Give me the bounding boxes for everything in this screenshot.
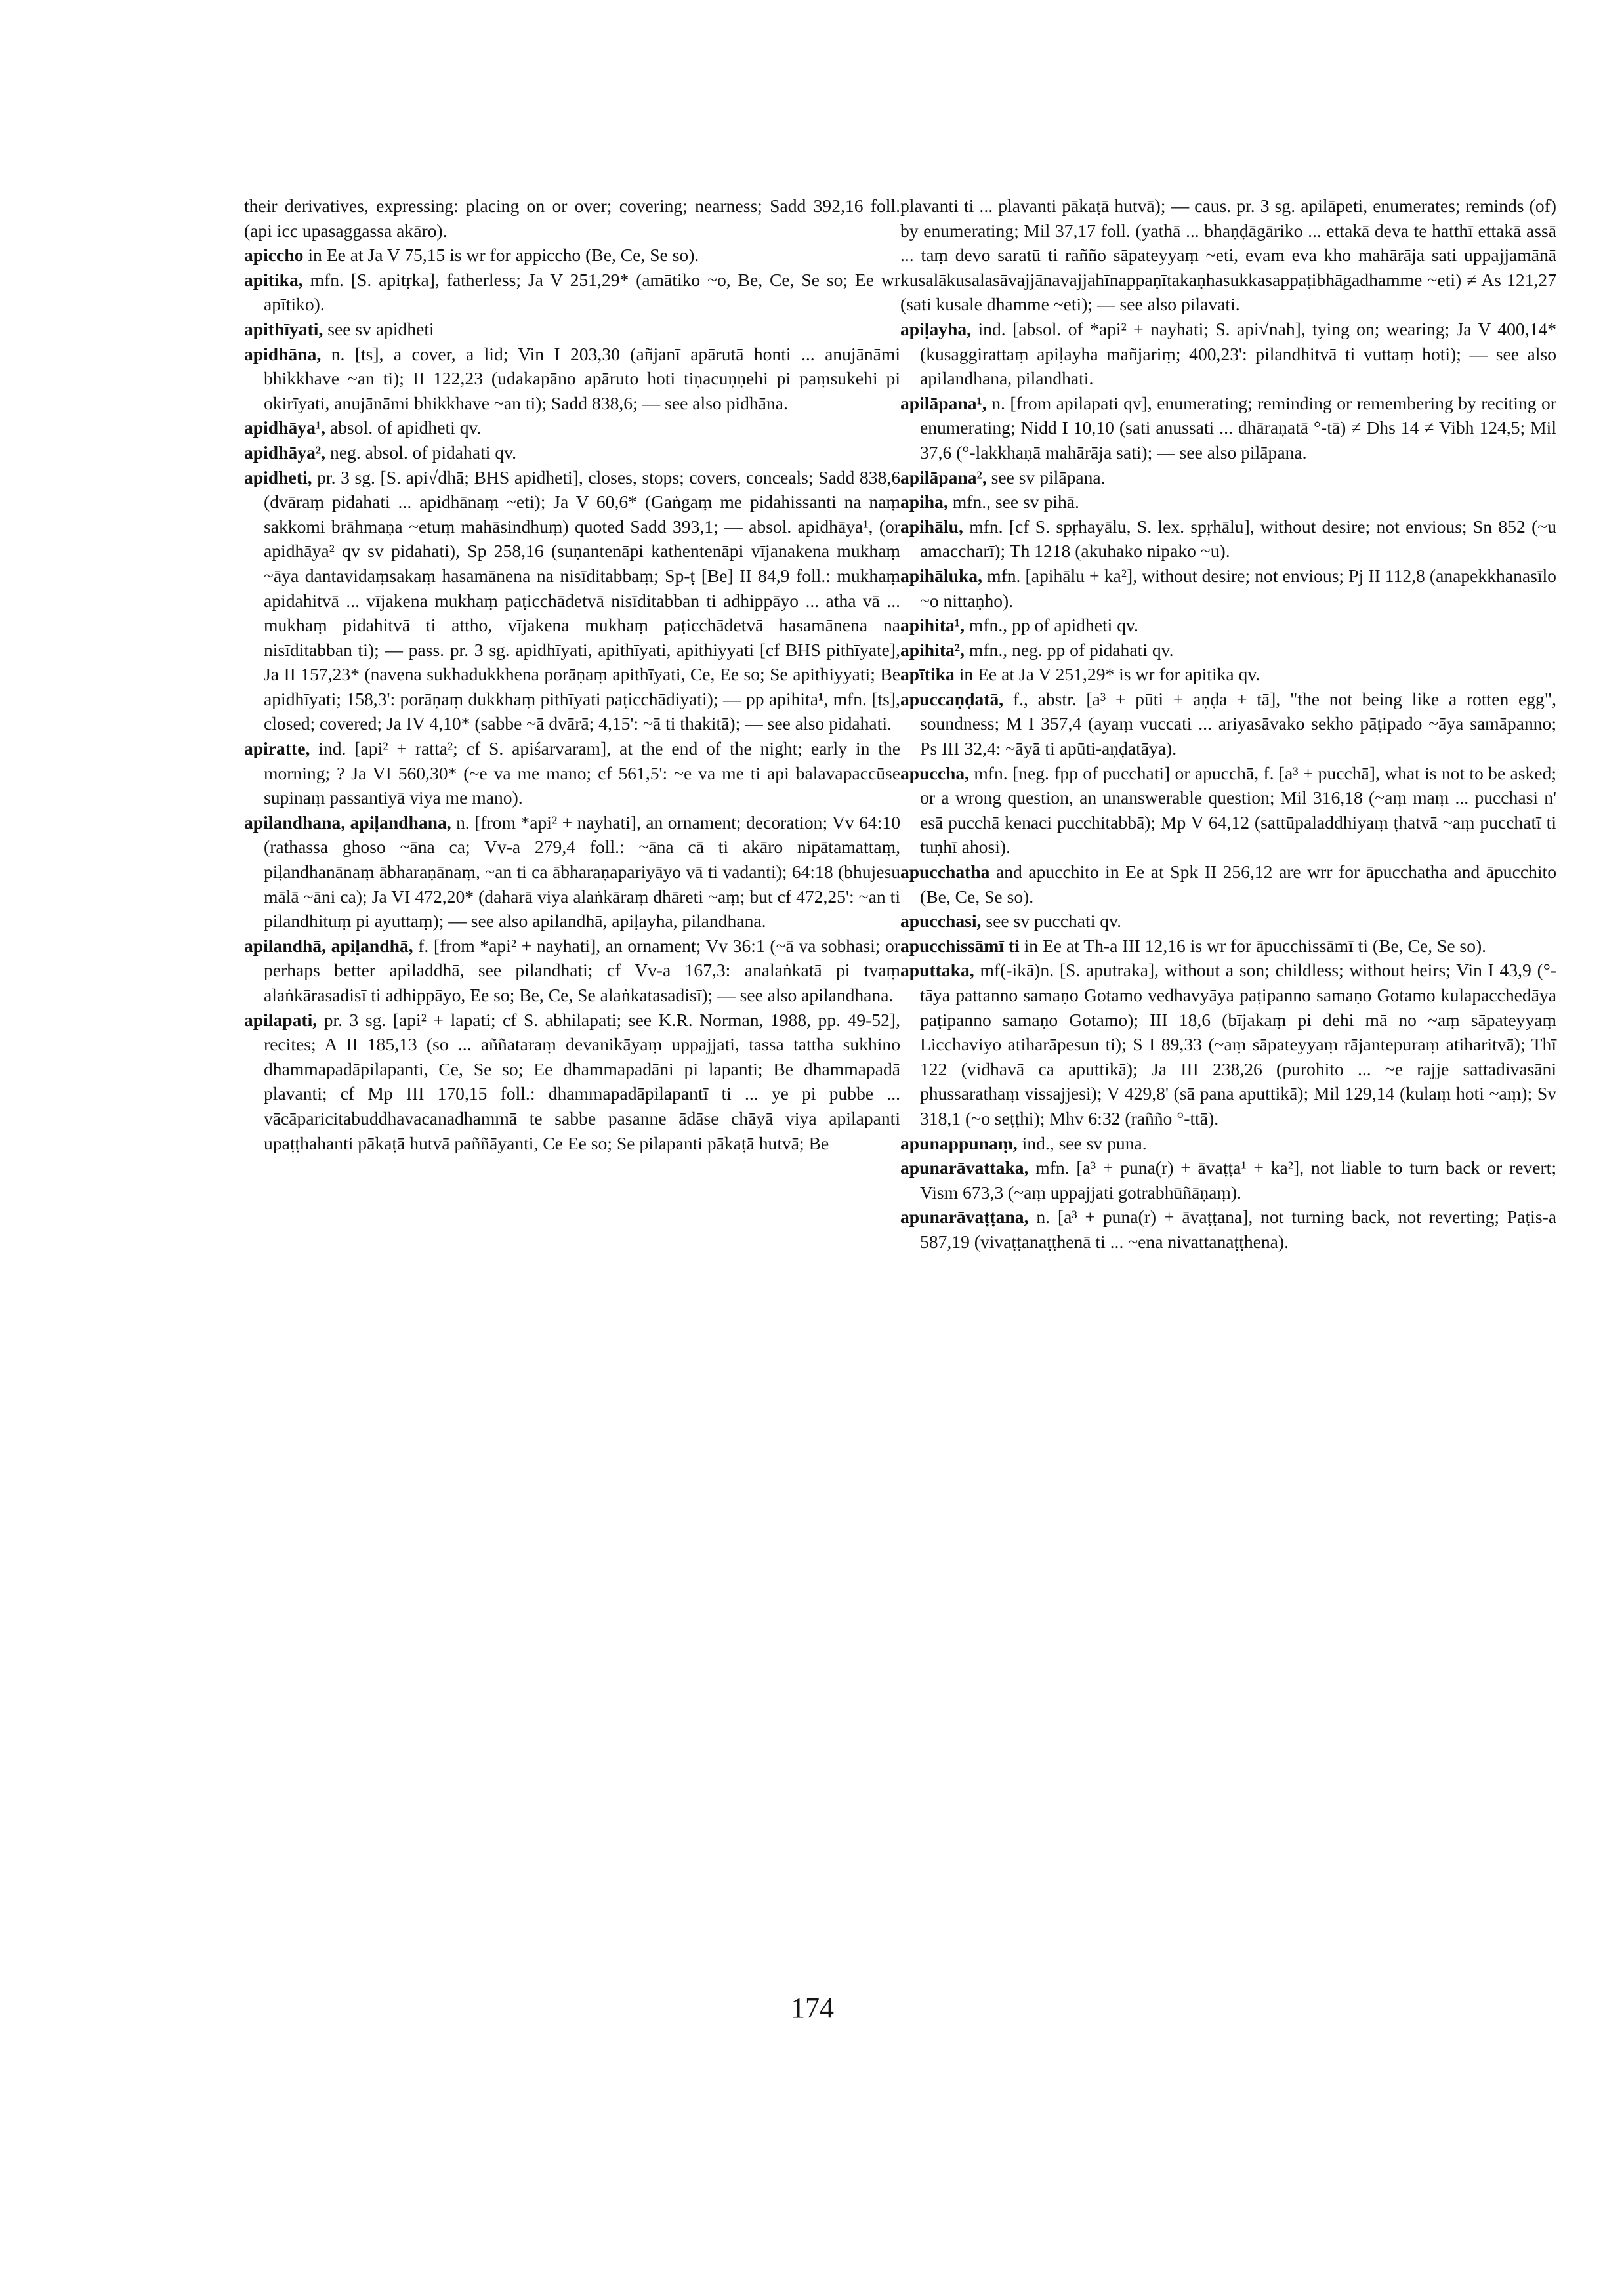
headword: apilāpana², — [900, 466, 987, 487]
dictionary-entry — [900, 761, 1556, 859]
headword: apidheti, — [244, 466, 312, 487]
headword: apihita², — [900, 639, 965, 660]
entry-text: plavanti ti ... plavanti pākaṭā hutvā); — caus. pr. 3 sg. apilāpeti, enumerates; reminds (of) by enumerating; Mil 37,17 foll. (yathā ... bhaṇḍāgāriko ... ettakā deva te hatthī ettakā assā ... taṃ devo saratū ti rañño sāpateyyaṃ ~eti, evam eva kho mahārāja sati uppajjamānā kusalākusalasāvajjānavajjahīnappaṇītakaṇhasukkasappaṭibhāgadhamme ~eti) ≠ As 121,27 (sati kusale dhamme ~eti); — see also pilavati. — [900, 196, 1556, 315]
entry-text: in Ee at Ja V 75,15 is wr for appiccho (Be, Ce, Se so). — [308, 245, 699, 266]
page-number: 174 — [791, 1992, 834, 2024]
dictionary-entry — [244, 342, 900, 416]
headword: apuccaṇḍatā, — [900, 688, 1004, 709]
dictionary-entry — [244, 194, 900, 243]
entry-text: ind. [absol. of *api² + nayhati; S. api√nah], tying on; wearing; Ja V 400,14* (kusaggirattaṃ apiḷayha mañjariṃ; 400,23': pilandhitvā ti vuttaṃ hoti); — see also apilandhana, pilandhati. — [920, 318, 1556, 389]
headword: apiha, — [900, 491, 948, 512]
entry-text: pr. 3 sg. [S. api√dhā; BHS apidheti], closes, stops; covers, conceals; Sadd 838,6 (dvāraṃ pidahati ... apidhānaṃ ~eti); Ja V 60,6* (Gaṅgaṃ me pidahissanti na naṃ sakkomi brāhmaṇa ~etuṃ mahāsindhuṃ) quoted Sadd 393,1; — absol. apidhāya¹, (or apidhāya² qv sv pidahati), Sp 258,16 (suṇantenāpi kathentenāpi vījanakena mukhaṃ ~āya dantavidaṃsakaṃ hasamānena na nisīditabbaṃ; Sp-ṭ [Be] II 84,9 foll.: mukhaṃ apidahitvā ... vījakena mukhaṃ paṭicchādetvā nisīditabban ti adhippāyo ... atha vā ... mukhaṃ pidahitvā ti attho, vījakena mukhaṃ paṭicchādetvā hasamānena na nisīditabban ti); — pass. pr. 3 sg. apidhīyati, apithīyati, apithiyyati [cf BHS pithīyate], Ja II 157,23* (navena sukhadukkhena porāṇaṃ apithīyati, Ce, Ee so; Se apithiyyati; Be apidhīyati; 158,3': porāṇaṃ dukkhaṃ pithīyati paṭicchādiyati); — pp apihita¹, mfn. [ts], closed; covered; Ja IV 4,10* (sabbe ~ā dvārā; 4,15': ~ā ti thakitā); — see also pidahati. — [264, 466, 900, 734]
entry-text: mfn. [S. apitṛka], fatherless; Ja V 251,29* (amātiko ~o, Be, Ce, Se so; Ee wr apītiko). — [264, 269, 901, 315]
headword: apiccho — [244, 245, 304, 266]
dictionary-entry — [900, 958, 1556, 1130]
headword: apilandhana, apiḷandhana, — [244, 812, 451, 833]
headword: apiḷayha, — [900, 318, 972, 339]
dictionary-entry — [900, 489, 1556, 514]
dictionary-entry — [244, 810, 900, 934]
headword: apilāpana¹, — [900, 392, 987, 413]
dictionary-entry — [900, 1205, 1556, 1254]
dictionary-entry — [244, 934, 900, 1008]
entry-text: neg. absol. of pidahati qv. — [329, 442, 517, 463]
headword: apuccha, — [900, 762, 970, 783]
headword: apucchasi, — [900, 911, 982, 932]
entry-text: n. [from apilapati qv], enumerating; reminding or remembering by reciting or enumerating; Nidd I 10,10 (sati anussati ... dhāraṇatā °-tā) ≠ Dhs 14 ≠ Vibh 124,5; Mil 37,6 (°-lakkhaṇā mahārāja sati); — see also pilāpana. — [920, 392, 1556, 463]
headword: aputtaka, — [900, 960, 974, 981]
left-column — [244, 194, 900, 1155]
dictionary-entry — [244, 440, 900, 465]
dictionary-entry — [900, 317, 1556, 391]
entry-text: mfn. [neg. fpp of pucchati] or apucchā, f. [a³ + pucchā], what is not to be asked; or a wrong question, an unanswerable question; Mil 316,18 (~aṃ maṃ ... pucchasi n' esā pucchā kenaci pucchitabbā); Mp V 64,12 (sattūpaladdhiyaṃ ṭhatvā ~aṃ pucchatī ti tuṇhī ahosi). — [920, 762, 1556, 858]
right-column — [900, 194, 1556, 1254]
dictionary-entry — [900, 391, 1556, 465]
entry-text: mfn., neg. pp of pidahati qv. — [968, 639, 1174, 660]
dictionary-entry — [244, 465, 900, 737]
dictionary-entry — [900, 613, 1556, 638]
headword: apidhāya¹, — [244, 417, 326, 438]
headword: apithīyati, — [244, 318, 323, 339]
entry-text: mfn., pp of apidheti qv. — [968, 615, 1138, 636]
dictionary-entry — [244, 415, 900, 440]
dictionary-entry — [900, 934, 1556, 959]
entry-text: f. [from *api² + nayhati], an ornament; Vv 36:1 (~ā va sobhasi; or perhaps better apiladdhā, see pilandhati; cf Vv-a 167,3: analaṅkatā pi tvaṃ alaṅkārasadisī ti adhippāyo, Ee so; Be, Ce, Se alaṅkatasadisī); — see also apilandhana. — [264, 935, 901, 1005]
headword: apihāluka, — [900, 565, 983, 586]
dictionary-entry — [244, 317, 900, 342]
dictionary-entry — [900, 1131, 1556, 1156]
headword: apunarāvaṭṭana, — [900, 1207, 1029, 1228]
entry-text: see sv apidheti — [327, 318, 434, 339]
entry-text: see sv pilāpana. — [991, 466, 1106, 487]
entry-text: absol. of apidheti qv. — [329, 417, 482, 438]
entry-text: see sv pucchati qv. — [986, 911, 1121, 932]
dictionary-entry — [900, 465, 1556, 490]
headword: apilandhā, apiḷandhā, — [244, 935, 413, 956]
entry-text: mfn. [apihālu + ka²], without desire; not envious; Pj II 112,8 (anapekkhanasīlo ~o nittaṇho). — [920, 565, 1556, 611]
dictionary-entry — [244, 1008, 900, 1156]
entry-text: n. [ts], a cover, a lid; Vin I 203,30 (añjanī apārutā honti ... anujānāmi bhikkhave ~an ti); II 122,23 (udakapāno apāruto hoti tiṇacuṇṇehi pi paṃsukehi pi okirīyati, anujānāmi bhikkhave ~an ti); Sadd 838,6; — see also pidhāna. — [264, 343, 900, 413]
headword: apidhāya², — [244, 442, 326, 463]
dictionary-entry — [900, 194, 1556, 317]
dictionary-entry — [900, 687, 1556, 761]
dictionary-entry — [900, 564, 1556, 613]
dictionary-entry — [900, 1155, 1556, 1205]
entry-text: and apucchito in Ee at Spk II 256,12 are wrr for āpucchatha and āpucchito (Be, Ce, Se so). — [920, 861, 1556, 907]
dictionary-entry — [900, 909, 1556, 934]
headword: apihālu, — [900, 516, 963, 537]
headword: apidhāna, — [244, 343, 322, 364]
headword: apucchissāmī ti — [900, 935, 1020, 956]
dictionary-entry — [244, 268, 900, 317]
dictionary-entry — [244, 736, 900, 810]
headword: apihita¹, — [900, 615, 965, 636]
headword: apitika, — [244, 269, 303, 290]
entry-text: their derivatives, expressing: placing on or over; covering; nearness; Sadd 392,16 foll. (api icc upasaggassa akāro). — [244, 196, 900, 241]
headword: apiratte, — [244, 738, 310, 759]
dictionary-entry — [900, 662, 1556, 687]
headword: apītika — [900, 664, 955, 685]
dictionary-entry — [900, 638, 1556, 663]
entry-text: mfn. [cf S. spṛhayālu, S. lex. spṛhālu], without desire; not envious; Sn 852 (~u amaccharī); Th 1218 (akuhako nipako ~u). — [920, 516, 1556, 562]
dictionary-entry — [900, 859, 1556, 909]
headword: apucchatha — [900, 861, 990, 882]
dictionary-entry — [900, 514, 1556, 564]
headword: apunappunaṃ, — [900, 1132, 1018, 1153]
entry-text: n. [from *api² + nayhati], an ornament; decoration; Vv 64:10 (rathassa ghoso ~āna ca; Vv-a 279,4 foll.: ~āna cā ti akāro nipātamattaṃ, piḷandhanānaṃ ābharaṇānaṃ, ~an ti ca ābharaṇapariyāyo vā ti vadanti); 64:18 (bhujesu mālā ~āni ca); Ja VI 472,20* (daharā viya alaṅkāraṃ dhāreti ~aṃ; but cf 472,25': ~an ti pilandhituṃ pi ayuttaṃ); — see also apilandhā, apiḷayha, pilandhana. — [264, 812, 900, 932]
entry-text: in Ee at Th-a III 12,16 is wr for āpucchissāmī ti (Be, Ce, Se so). — [1024, 935, 1487, 956]
entry-text: ind., see sv puna. — [1022, 1132, 1147, 1153]
headword: apilapati, — [244, 1009, 318, 1030]
entry-text: mf(-ikā)n. [S. aputraka], without a son; childless; without heirs; Vin I 43,9 (°-tāya pattanno samaṇo Gotamo vedhavyāya paṭipanno samaṇo Gotamo kulapacchedāya paṭipanno samaṇo Gotamo); III 18,6 (bījakaṃ pi dehi mā no ~aṃ sāpateyyaṃ Licchaviyo atiharāpesun ti); S I 89,33 (~aṃ sāpateyyaṃ rājantepuraṃ atiharitvā); Thī 122 (vidhavā ca aputtikā); Ja III 238,26 (purohito ... ~e rajje sattadivasāni phussarathaṃ vissajjesi); V 429,8' (sā pana aputtikā); Mil 129,14 (kulaṃ hoti ~aṃ); Sv 318,1 (~o seṭṭhi); Mhv 6:32 (rañño °-ttā). — [920, 960, 1556, 1128]
headword: apunarāvattaka, — [900, 1157, 1029, 1178]
entry-text: mfn., see sv pihā. — [952, 491, 1079, 512]
dictionary-entry — [244, 243, 900, 268]
entry-text: mfn. [a³ + puna(r) + āvaṭṭa¹ + ka²], not liable to turn back or revert; Vism 673,3 (~aṃ uppajjati gotrabhūñāṇaṃ). — [920, 1157, 1556, 1203]
entry-text: in Ee at Ja V 251,29* is wr for apitika qv. — [959, 664, 1260, 685]
entry-text: pr. 3 sg. [api² + lapati; cf S. abhilapati; see K.R. Norman, 1988, pp. 49-52], recites; A II 185,13 (so ... aññataraṃ devanikāyaṃ uppajjati, tassa tattha sukhino dhammapadāpilapanti, Ce, Se so; Ee dhammapadāni pi lapanti; Be dhammapadā plavanti; cf Mp III 170,15 foll.: dhammapadāpilapantī ti ... ye pi pubbe ... vācāparicitabuddhavacanadhammā te sabbe pasanne ādāse chāyā viya apilapanti upaṭṭhahanti pākaṭā hutvā paññāyanti, Ce Ee so; Se pilapanti pākaṭā hutvā; Be — [264, 1009, 900, 1153]
entry-text: f., abstr. [a³ + pūti + aṇḍa + tā], "the not being like a rotten egg", soundness; M I 357,4 (ayaṃ vuccati ... ariyasāvako sekho pāṭipado ~āya samāpanno; Ps III 32,4: ~āyā ti apūti-aṇḍatāya). — [920, 688, 1556, 759]
entry-text: ind. [api² + ratta²; cf S. apiśarvaram], at the end of the night; early in the morning; ? Ja VI 560,30* (~e va me mano; cf 561,5': ~e va me ti api balavapaccūse supinaṃ passantiyā viya me mano). — [264, 738, 901, 808]
entry-text: n. [a³ + puna(r) + āvaṭṭana], not turning back, not reverting; Paṭis-a 587,19 (vivaṭṭanaṭṭhenā ti ... ~ena nivattanaṭṭhena). — [920, 1207, 1557, 1252]
